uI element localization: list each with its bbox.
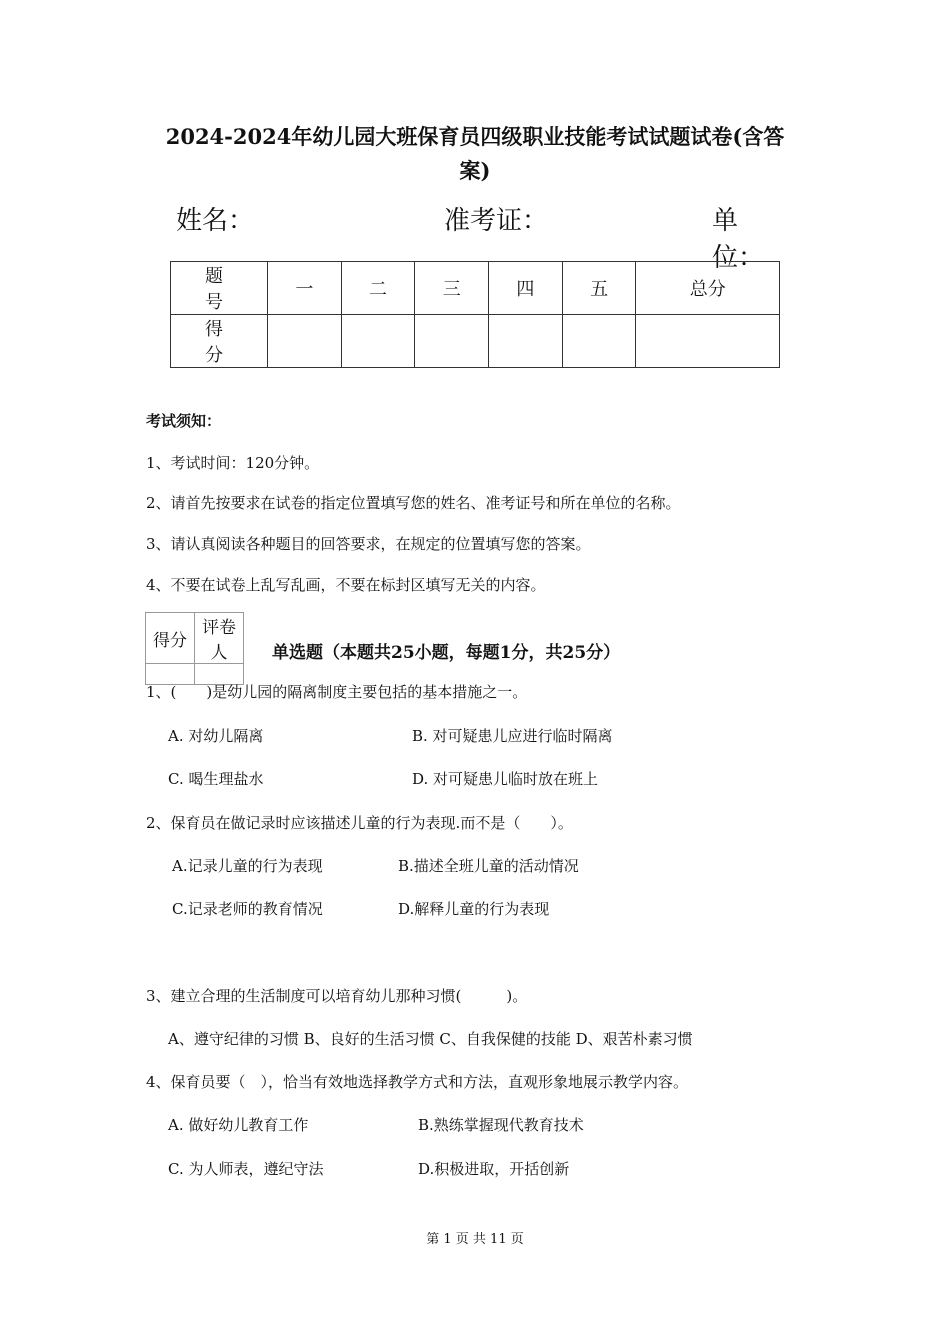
score-label: 得 分	[171, 315, 268, 368]
score-table-header-row	[171, 262, 780, 315]
question-number-label: 题 号	[171, 262, 268, 315]
option-d: D.解释儿童的行为表现	[398, 900, 550, 918]
notice-item: 2、请首先按要求在试卷的指定位置填写您的姓名、准考证号和所在单位的名称。	[146, 494, 681, 512]
title-line-2: 案)	[459, 158, 491, 183]
candidate-info-row	[176, 200, 786, 273]
question-stem: 4、保育员要（ ），恰当有效地选择教学方式和方法，直观形象地展示教学内容。	[146, 1073, 689, 1091]
section-title: 单选题（本题共25小题，每题1分，共25分）	[272, 643, 621, 663]
option-a: A. 做好幼儿教育工作	[168, 1116, 309, 1134]
score-cell[interactable]	[636, 315, 780, 368]
column-header: 三	[415, 262, 489, 315]
unit-label: 单位：	[712, 206, 765, 273]
grader-name-label: 评卷人	[195, 613, 244, 664]
option-b: B.描述全班儿童的活动情况	[398, 857, 579, 875]
option-c: C. 喝生理盐水	[168, 770, 264, 788]
question-stem: 2、保育员在做记录时应该描述儿童的行为表现.而不是（ ）。	[146, 814, 573, 832]
option-b: B. 对可疑患儿应进行临时隔离	[412, 727, 613, 745]
score-cell[interactable]	[489, 315, 563, 368]
notice-item: 4、不要在试卷上乱写乱画，不要在标封区填写无关的内容。	[146, 576, 546, 594]
notice-item: 1、考试时间：120分钟。	[146, 454, 320, 472]
option-d: D.积极进取，开括创新	[418, 1160, 570, 1178]
score-table-score-row	[171, 315, 780, 368]
option-b: B.熟练掌握现代教育技术	[418, 1116, 584, 1134]
question-stem: 1、( )是幼儿园的隔离制度主要包括的基本措施之一。	[146, 683, 528, 701]
column-header: 二	[341, 262, 415, 315]
column-header: 五	[562, 262, 636, 315]
option-a: A. 对幼儿隔离	[168, 727, 264, 745]
score-cell[interactable]	[562, 315, 636, 368]
page-footer: 第 1 页 共 11 页	[426, 1232, 524, 1247]
options-line: A、遵守纪律的习惯 B、良好的生活习惯 C、自我保健的技能 D、艰苦朴素习惯	[168, 1030, 693, 1048]
question-stem: 3、建立合理的生活制度可以培育幼儿那种习惯( )。	[146, 987, 528, 1005]
column-header: 总分	[636, 262, 780, 315]
grader-box	[145, 612, 244, 685]
score-cell[interactable]	[415, 315, 489, 368]
option-c: C. 为人师表，遵纪守法	[168, 1160, 324, 1178]
exam-id-label: 准考证：	[444, 206, 549, 236]
name-label: 姓名：	[176, 206, 255, 236]
option-c: C.记录老师的教育情况	[172, 900, 323, 918]
score-cell[interactable]	[341, 315, 415, 368]
score-table	[170, 261, 780, 368]
notice-item: 3、请认真阅读各种题目的回答要求，在规定的位置填写您的答案。	[146, 535, 591, 553]
option-d: D. 对可疑患儿临时放在班上	[412, 770, 599, 788]
document-title	[150, 120, 800, 188]
column-header: 四	[489, 262, 563, 315]
title-line-1: 2024-2024年幼儿园大班保育员四级职业技能考试试题试卷(含答	[165, 124, 785, 149]
option-a: A.记录儿童的行为表现	[172, 857, 323, 875]
notice-heading: 考试须知：	[146, 412, 222, 430]
column-header: 一	[268, 262, 342, 315]
score-cell[interactable]	[268, 315, 342, 368]
grader-score-label: 得分	[146, 613, 195, 664]
